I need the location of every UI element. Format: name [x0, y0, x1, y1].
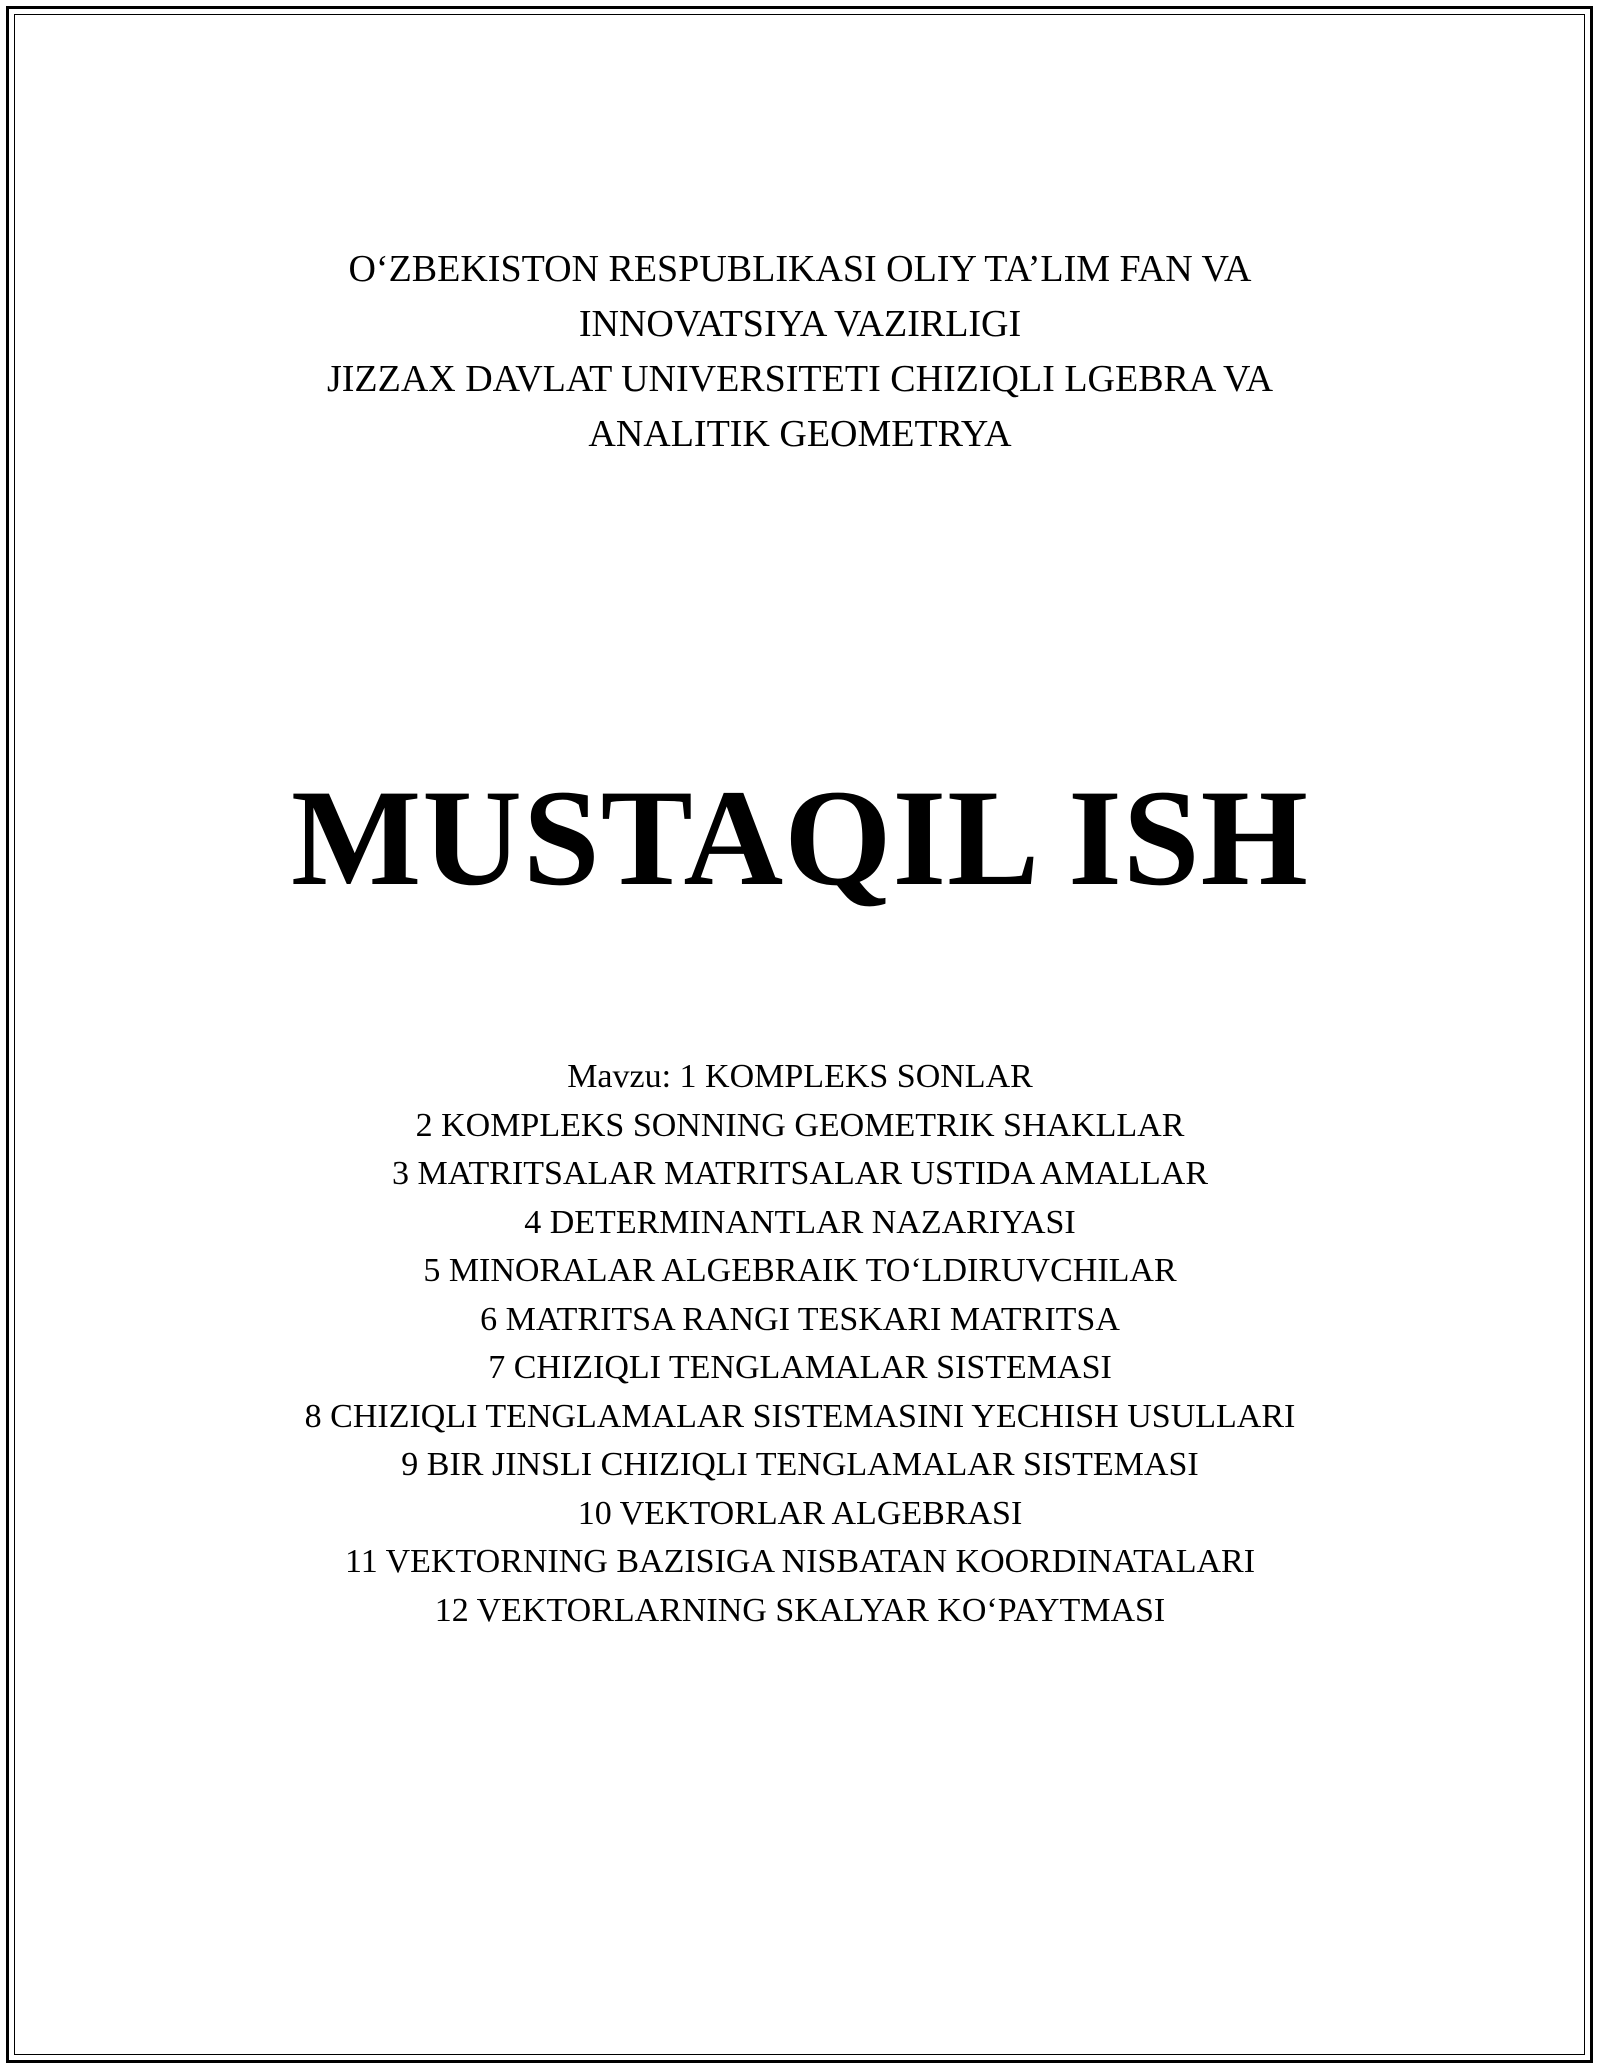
header-line: JIZZAX DAVLAT UNIVERSITETI CHIZIQLI LGEBRA VA: [326, 358, 1274, 400]
topic-item: 7 CHIZIQLI TENGLAMALAR SISTEMASI: [488, 1349, 1112, 1386]
topic-item: 11 VEKTORNING BAZISIGA NISBATAN KOORDINATALARI: [344, 1543, 1256, 1580]
topic-item: 12 VEKTORLARNING SKALYAR KO‘PAYTMASI: [434, 1591, 1166, 1629]
topics-list: [0, 1053, 1600, 1635]
header-line: O‘ZBEKISTON RESPUBLIKASI OLIY TA’LIM FAN VA: [348, 248, 1252, 290]
topic-item: 5 MINORALAR ALGEBRAIK TO‘LDIRUVCHILAR: [423, 1252, 1177, 1289]
topic-item: 3 MATRITSALAR MATRITSALAR USTIDA AMALLAR: [391, 1155, 1209, 1192]
topic-item: 8 CHIZIQLI TENGLAMALAR SISTEMASINI YECHISH USULLARI: [304, 1397, 1296, 1435]
topic-item: 9 BIR JINSLI CHIZIQLI TENGLAMALAR SISTEMASI: [401, 1446, 1199, 1483]
header-line: ANALITIK GEOMETRYA: [588, 413, 1012, 455]
header-line: INNOVATSIYA VAZIRLIGI: [578, 303, 1022, 345]
topic-item: 6 MATRITSA RANGI TESKARI MATRITSA: [480, 1300, 1120, 1338]
document-title: MUSTAQIL ISH: [291, 761, 1309, 914]
institution-header: [0, 242, 1600, 462]
topic-item: Mavzu: 1 KOMPLEKS SONLAR: [567, 1058, 1033, 1095]
topic-item: 2 KOMPLEKS SONNING GEOMETRIK SHAKLLAR: [415, 1106, 1185, 1144]
topic-item: 10 VEKTORLAR ALGEBRASI: [577, 1494, 1023, 1532]
topic-item: 4 DETERMINANTLAR NAZARIYASI: [524, 1203, 1076, 1241]
